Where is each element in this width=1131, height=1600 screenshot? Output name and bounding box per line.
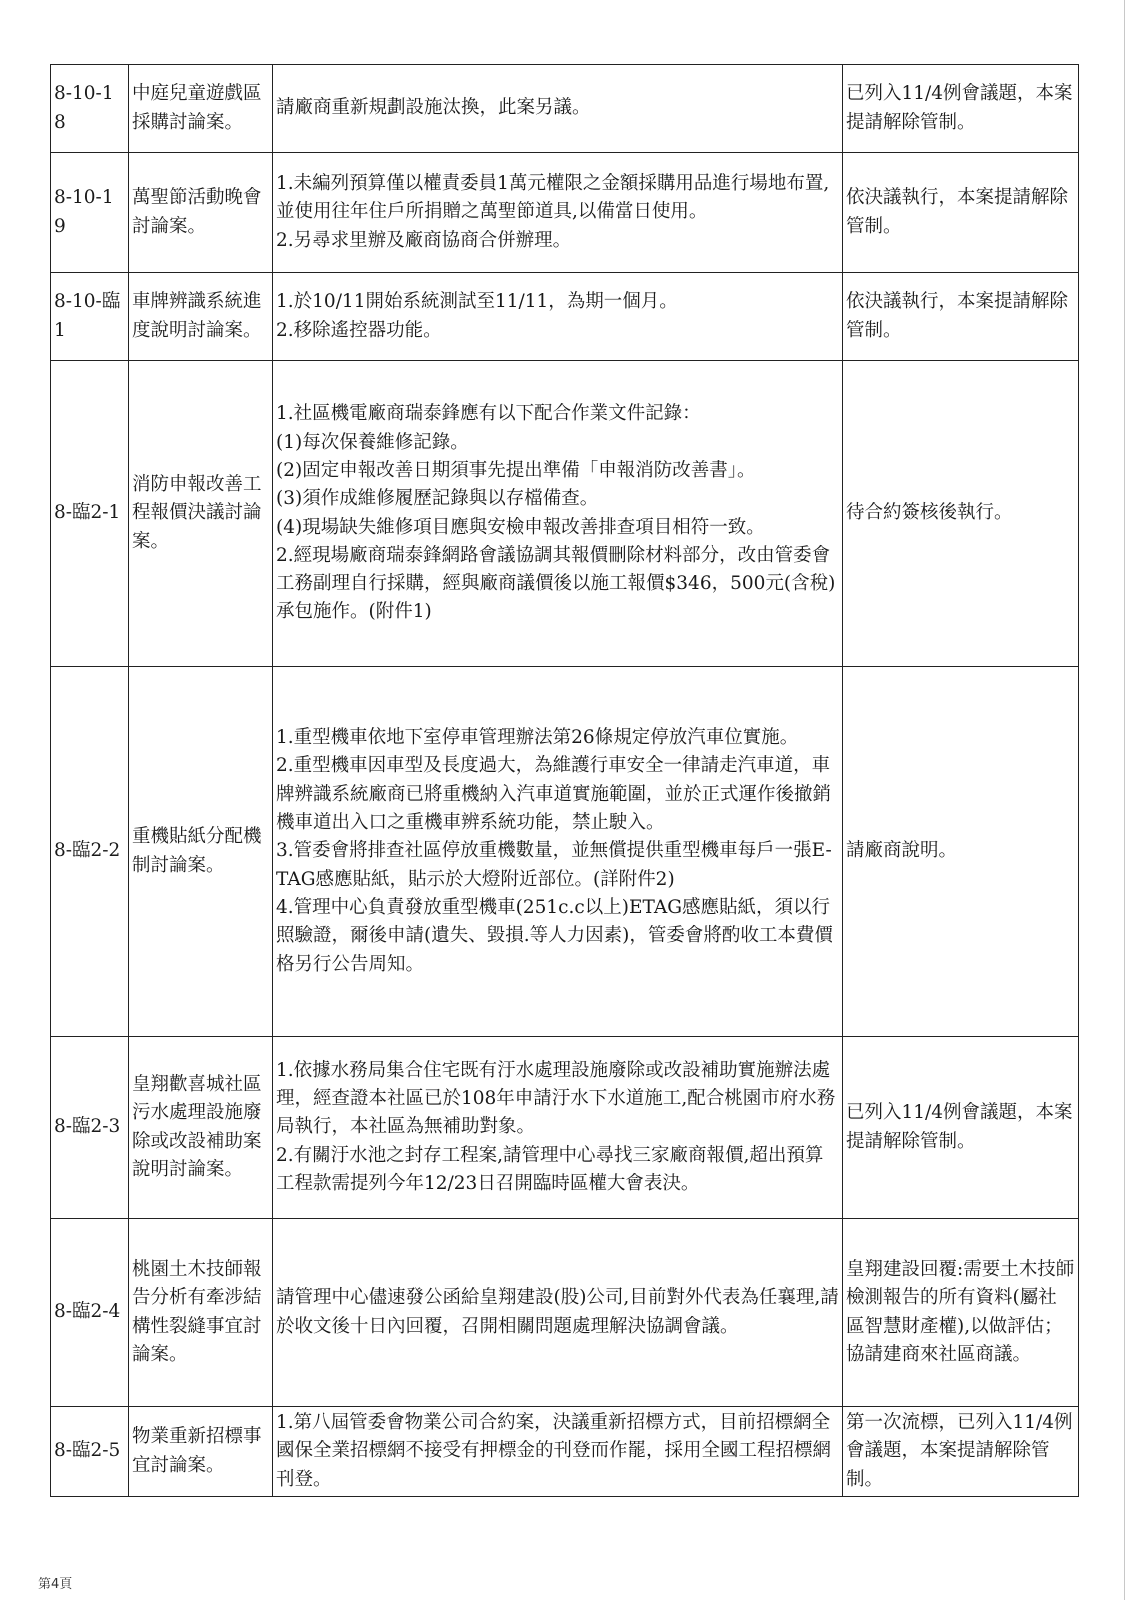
case-decision [273, 273, 843, 361]
decision-line: 1.依據水務局集合住宅既有汙水處理設施廢除或改設補助實施辦法處理，經查證本社區已於108年申請汙水下水道施工,配合桃園市府水務局執行，本社區為無補助對象。 [276, 1059, 836, 1138]
case-topic: 桃園土木技師報告分析有牽涉結構性裂縫事宜討論案。 [129, 1219, 273, 1407]
table-row [51, 667, 1079, 1037]
case-decision [273, 65, 843, 153]
case-topic: 物業重新招標事宜討論案。 [129, 1407, 273, 1497]
decision-line: 4.管理中心負責發放重型機車(251c.c以上)ETAG感應貼紙，須以行照驗證，爾後申請(遺失、毀損.等人力因素)，管委會將酌收工本費價格另行公告周知。 [276, 896, 833, 975]
decision-line: 1.重型機車依地下室停車管理辦法第26條規定停放汽車位實施。 [276, 727, 799, 749]
table-row [51, 1407, 1079, 1497]
case-status: 請廠商說明。 [843, 667, 1079, 1037]
decision-line: (4)現場缺失維修項目應與安檢申報改善排查項目相符一致。 [276, 516, 765, 538]
case-number: 8-10-18 [51, 65, 129, 153]
page-edge [1124, 0, 1125, 1600]
meeting-minutes-table [50, 64, 1079, 1497]
case-number: 8-臨2-1 [51, 361, 129, 667]
decision-line: (3)須作成維修履歷記錄與以存檔備查。 [276, 488, 599, 510]
case-status: 已列入11/4例會議題，本案提請解除管制。 [843, 1037, 1079, 1219]
decision-line: (1)每次保養維修記錄。 [276, 431, 469, 453]
case-decision [273, 361, 843, 667]
case-decision [273, 1407, 843, 1497]
case-number: 8-臨2-4 [51, 1219, 129, 1407]
decision-line: 1.於10/11開始系統測試至11/11，為期一個月。 [276, 291, 678, 313]
case-topic: 重機貼紙分配機制討論案。 [129, 667, 273, 1037]
case-number: 8-臨2-3 [51, 1037, 129, 1219]
decision-line: 2.經現場廠商瑞泰鋒網路會議協調其報價刪除材料部分，改由管委會工務副理自行採購，經與廠商議價後以施工報價$346，500元(含稅)承包施作。(附件1) [276, 544, 836, 623]
case-decision [273, 1219, 843, 1407]
decision-line: 2.移除遙控器功能。 [276, 319, 442, 341]
case-topic: 皇翔歡喜城社區污水處理設施廢除或改設補助案說明討論案。 [129, 1037, 273, 1219]
case-topic: 中庭兒童遊戲區採購討論案。 [129, 65, 273, 153]
case-decision [273, 667, 843, 1037]
table-row [51, 273, 1079, 361]
decision-line: 1.未編列預算僅以權責委員1萬元權限之金額採購用品進行場地布置,並使用往年住戶所捐贈之萬聖節道具,以備當日使用。 [276, 173, 830, 223]
decision-line: (2)固定申報改善日期須事先提出準備「申報消防改善書」。 [276, 459, 756, 481]
case-number: 8-臨2-5 [51, 1407, 129, 1497]
case-number: 8-臨2-2 [51, 667, 129, 1037]
case-number: 8-10-臨1 [51, 273, 129, 361]
case-topic: 萬聖節活動晚會討論案。 [129, 153, 273, 273]
case-decision [273, 153, 843, 273]
decision-line: 2.有關汙水池之封存工程案,請管理中心尋找三家廠商報價,超出預算工程款需提列今年12/23日召開臨時區權大會表決。 [276, 1144, 824, 1194]
decision-line: 2.另尋求里辦及廠商協商合併辦理。 [276, 229, 572, 251]
decision-line: 1.社區機電廠商瑞泰鋒應有以下配合作業文件記錄： [276, 403, 701, 425]
case-status: 皇翔建設回覆:需要土木技師檢測報告的所有資料(屬社區智慧財產權),以做評估；協請建商來社區商議。 [843, 1219, 1079, 1407]
table-row [51, 1219, 1079, 1407]
case-decision [273, 1037, 843, 1219]
case-status: 依決議執行，本案提請解除管制。 [843, 273, 1079, 361]
decision-line: 2.重型機車因車型及長度過大，為維護行車安全一律請走汽車道，車牌辨識系統廠商已將重機納入汽車道實施範圍，並於正式運作後撤銷機車道出入口之重機車辨系統功能，禁止駛入。 [276, 755, 832, 834]
case-number: 8-10-19 [51, 153, 129, 273]
case-status: 依決議執行，本案提請解除管制。 [843, 153, 1079, 273]
table-row [51, 1037, 1079, 1219]
case-topic: 車牌辨識系統進度說明討論案。 [129, 273, 273, 361]
decision-line: 1.第八屆管委會物業公司合約案，決議重新招標方式，目前招標網全國保全業招標網不接受有押標金的刊登而作罷，採用全國工程招標網刊登。 [276, 1412, 832, 1490]
table-row [51, 153, 1079, 273]
decision-line: 請管理中心儘速發公函給皇翔建設(股)公司,目前對外代表為任襄理,請於收文後十日內回覆，召開相關問題處理解決協調會議。 [276, 1287, 839, 1337]
table-row [51, 65, 1079, 153]
decision-line: 請廠商重新規劃設施汰換，此案另議。 [276, 97, 591, 119]
case-status: 第一次流標，已列入11/4例會議題，本案提請解除管制。 [843, 1407, 1079, 1497]
case-status: 已列入11/4例會議題，本案提請解除管制。 [843, 65, 1079, 153]
decision-line: 3.管委會將排查社區停放重機數量，並無償提供重型機車每戶一張E-TAG感應貼紙，貼示於大燈附近部位。(詳附件2) [276, 840, 832, 890]
case-topic: 消防申報改善工程報價決議討論案。 [129, 361, 273, 667]
page-number: 第4頁 [38, 1577, 73, 1592]
case-status: 待合約簽核後執行。 [843, 361, 1079, 667]
table-row [51, 361, 1079, 667]
